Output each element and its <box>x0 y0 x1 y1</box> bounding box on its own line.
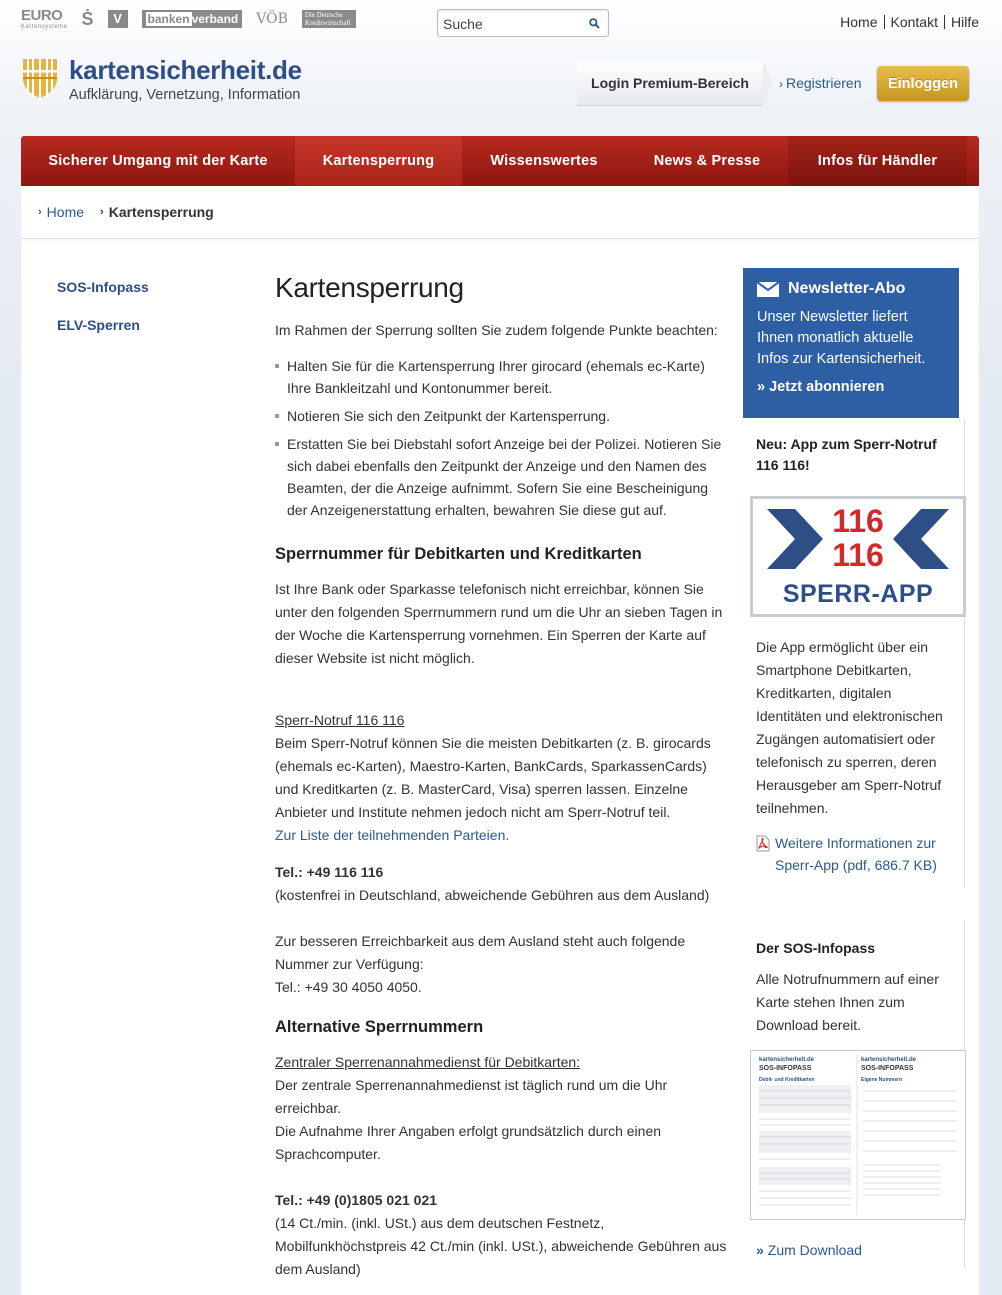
shield-logo-icon <box>21 57 59 99</box>
ausland-text: Zur besseren Erreichbarkeit aus dem Ausland steht auch folgende Nummer zur Verfügung: <box>275 933 686 972</box>
newsletter-text: Unser Newsletter liefert Ihnen monatlich aktuelle Infos zur Kartensicherheit. <box>757 309 926 367</box>
sos-img-subtitle-right: Eigene Nummern <box>861 1077 903 1083</box>
login-area <box>577 61 979 106</box>
section-heading-sperrnummer: Sperrnummer für Debitkarten und Kreditkarten <box>275 545 642 563</box>
app-title: Neu: App zum Sperr-Notruf 116 116! <box>756 436 937 473</box>
right-sidebar <box>743 268 959 1268</box>
sos-img-subtitle-left: Debit- und Kreditkarten <box>759 1077 815 1083</box>
bankenverband-logo[interactable]: banken verband <box>142 10 243 28</box>
nav-item-sicherer-umgang[interactable]: Sicherer Umgang mit der Karte <box>48 153 268 169</box>
breadcrumb-current: Kartensperrung <box>108 204 214 220</box>
list-item: Erstatten Sie bei Diebstahl sofort Anzeige bei der Polizei. Notieren Sie sich dabei ebenfalls den Zeitpunkt der Anzeige und den Namen des Beamten, der die Anzeige aufnimmt. Sofern Sie eine Bescheinigung der Anzeigenerstattung erhalten, bewahren Sie diese gut auf. <box>275 433 727 521</box>
breadcrumb-home[interactable]: Home <box>46 204 85 220</box>
newsletter-subscribe-link[interactable]: » Jetzt abonnieren <box>757 379 885 395</box>
nav-item-wissenswertes[interactable]: Wissenswertes <box>490 153 598 169</box>
sos-infopass-lines-icon <box>751 1051 965 1219</box>
sos-img-brand-left: kartensicherheit.de <box>759 1057 815 1063</box>
top-bar <box>0 0 1002 50</box>
sos-text: Alle Notrufnummern auf einer Karte stehen Ihnen zum Download bereit. <box>756 971 939 1033</box>
sos-box <box>743 920 965 1268</box>
phone-zsd-note: (14 Ct./min. (inkl. USt.) aus dem deutschen Festnetz, Mobilfunkhöchstpreis 42 Ct./min (inkl. USt.), abweichende Gebühren aus dem Ausland) <box>275 1215 727 1277</box>
section-heading-alternative: Alternative Sperrnummern <box>275 1018 484 1036</box>
volksbank-logo[interactable]: V <box>108 10 128 28</box>
deutsche-kreditwirtschaft-logo[interactable]: Die Deutsche Kreditwirtschaft <box>302 10 356 28</box>
nav-item-news-presse[interactable]: News & Presse <box>653 153 761 169</box>
page-title: Kartensperrung <box>275 272 464 303</box>
top-link-kontakt[interactable]: Kontakt <box>884 15 944 29</box>
top-link-home[interactable]: Home <box>840 14 878 30</box>
newsletter-title: Newsletter-Abo <box>757 280 945 298</box>
app-number-2: 116 <box>832 537 884 573</box>
list-item: Halten Sie für die Kartensperrung Ihrer girocard (ehemals ec-Karte) Ihre Bankleitzahl und Kontonummer bereit. <box>275 355 727 399</box>
breadcrumb-divider <box>21 238 979 239</box>
search-input[interactable] <box>443 15 583 32</box>
zsd-title: Zentraler Sperrenannahmedienst für Debitkarten: <box>275 1054 581 1070</box>
main-content <box>275 270 727 1281</box>
pdf-icon <box>756 835 770 852</box>
voeb-logo[interactable]: VÖB <box>256 11 288 27</box>
nav-item-kartensperrung[interactable]: Kartensperrung <box>295 136 462 186</box>
login-button[interactable]: Einloggen <box>877 66 969 101</box>
participants-list-link[interactable]: Zur Liste der teilnehmenden Parteien. <box>275 827 510 843</box>
login-premium-label: Login Premium-Bereich <box>577 61 763 106</box>
chevron-right-icon: › <box>779 77 783 91</box>
app-pdf-link[interactable]: Weitere Informationen zur Sperr-App (pdf, 686.7 KB) <box>756 832 958 876</box>
brand-name: kartensicherheit.de <box>69 55 302 85</box>
sos-img-title-right: SOS-INFOPASS <box>861 1065 914 1072</box>
sperr-notruf-text: Beim Sperr-Notruf können Sie die meisten Debitkarten (z. B. girocards (ehemals ec-Karten), Maestro-Karten, BankCards, SparkassenCards) und Kreditkarten (z. B. MasterCard, Visa) sperren lassen. Einzelne Anbieter und Institute nehmen jedoch nicht am Sperr-Notruf teil. <box>275 735 711 820</box>
phone-116-note: (kostenfrei in Deutschland, abweichende Gebühren aus dem Ausland) <box>275 887 710 903</box>
sos-download-link[interactable]: » Zum Download <box>756 1242 862 1258</box>
search-icon[interactable] <box>589 18 600 29</box>
search-box <box>437 9 609 37</box>
brand-tagline: Aufklärung, Vernetzung, Information <box>69 87 301 103</box>
site-logo[interactable] <box>21 56 302 104</box>
sperr-notruf-title: Sperr-Notruf 116 116 <box>275 712 405 728</box>
hint-list <box>275 355 727 521</box>
list-item: Notieren Sie sich den Zeitpunkt der Kartensperrung. <box>275 405 727 427</box>
sos-img-brand-right: kartensicherheit.de <box>861 1057 917 1063</box>
sidebar-item-elv-sperren[interactable]: ELV-Sperren <box>57 317 140 333</box>
sparkasse-logo[interactable]: Ṡ <box>81 9 94 29</box>
left-sidebar-nav <box>57 279 149 355</box>
partner-logos <box>21 8 356 30</box>
top-link-hilfe[interactable]: Hilfe <box>944 15 979 29</box>
sidebar-item-sos-infopass[interactable]: SOS-Infopass <box>57 279 149 295</box>
sperrnummer-text: Ist Ihre Bank oder Sparkasse telefonisch nicht erreichbar, können Sie unter den folgenden Sperrnummern rund um die Uhr an sieben Tagen in der Woche die Kartensperrung vornehmen. Ein Sperren der Karte auf dieser Website ist nicht möglich. <box>275 581 723 666</box>
sperr-app-image[interactable] <box>750 496 966 617</box>
sos-title: Der SOS-Infopass <box>756 940 876 956</box>
ausland-phone: Tel.: +49 30 4050 4050. <box>275 979 422 995</box>
chevron-right-icon: › <box>100 206 104 218</box>
register-link[interactable]: › Registrieren <box>779 75 862 91</box>
app-label: SPERR-APP <box>782 580 934 608</box>
euro-kartensysteme-logo[interactable]: EURO Kartensysteme <box>21 7 68 30</box>
zsd-text-2: Die Aufnahme Ihrer Angaben erfolgt grundsätzlich durch einen Sprachcomputer. <box>275 1123 662 1162</box>
app-box <box>743 418 965 888</box>
app-text: Die App ermöglicht über ein Smartphone Debitkarten, Kreditkarten, digitalen Identitäten und elektronischen Zugängen automatisiert oder telefonisch zu sperren, deren Herausgeber am Sperr-Notruf teilnehmen. <box>756 639 943 816</box>
phone-zsd: Tel.: +49 (0)1805 021 021 <box>275 1192 438 1208</box>
main-navigation <box>21 136 979 186</box>
zsd-text-1: Der zentrale Sperrenannahmedienst ist täglich rund um die Uhr erreichbar. <box>275 1077 668 1116</box>
sos-infopass-image[interactable] <box>750 1050 966 1220</box>
content-panel <box>21 186 979 1295</box>
mail-icon <box>757 282 779 297</box>
nav-item-infos-haendler[interactable]: Infos für Händler <box>788 136 967 186</box>
newsletter-box <box>743 268 959 418</box>
breadcrumb <box>38 204 214 220</box>
chevron-right-icon: › <box>38 206 42 218</box>
phone-116: Tel.: +49 116 116 <box>275 864 384 880</box>
sos-img-title-left: SOS-INFOPASS <box>759 1065 812 1072</box>
intro-text: Im Rahmen der Sperrung sollten Sie zudem folgende Punkte beachten: <box>275 322 718 338</box>
top-links <box>834 15 979 29</box>
app-number-1: 116 <box>832 503 884 539</box>
